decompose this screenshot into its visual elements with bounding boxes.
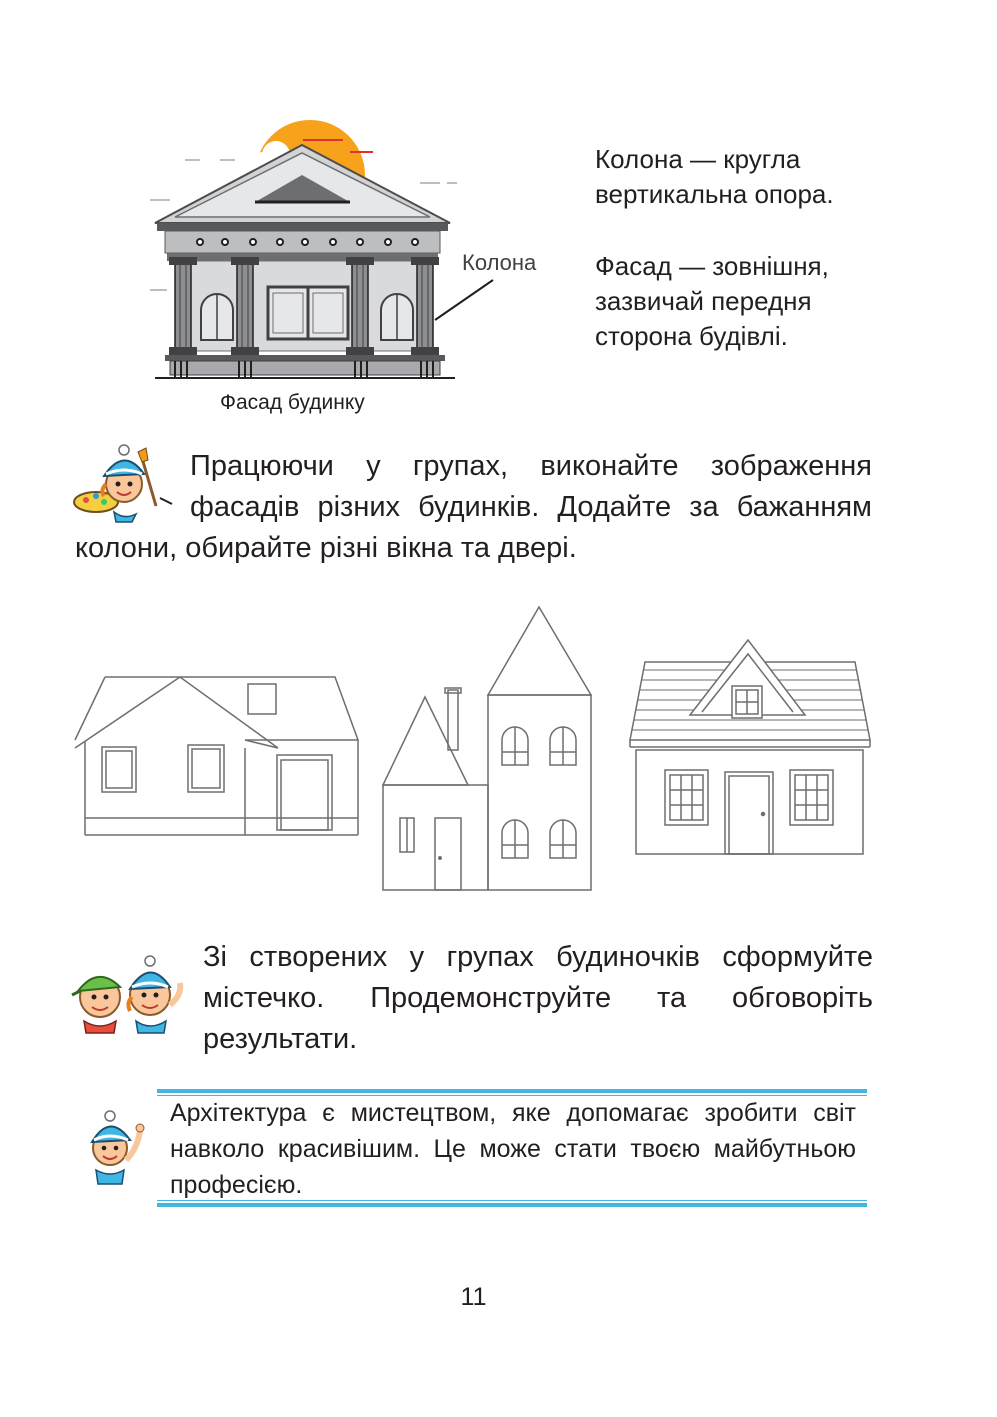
info-box-top-rule (157, 1089, 867, 1093)
house-1-drawing (75, 677, 358, 835)
definition-facade: Фасад — зовнішня, зазвичай передня сторона будівлі. (595, 251, 829, 351)
house-outlines (70, 600, 880, 895)
page-number: 11 (460, 1283, 487, 1311)
pointing-kid-icon (80, 1108, 150, 1186)
task2-text: Зі створених у групах будиночків сформуйте містечко. Продемонструйте та обговоріть результати. (203, 941, 873, 1055)
task1-text (75, 446, 872, 569)
task1-icon-space (75, 446, 190, 528)
definition-column: Колона — кругла вертикальна опора. (595, 144, 834, 209)
house-3-drawing (630, 640, 870, 854)
info-box-bottom-rule-thin (157, 1200, 867, 1201)
two-kids-icon (70, 955, 190, 1035)
info-box-bottom-rule (157, 1203, 867, 1207)
illustration-caption: Фасад будинку (220, 391, 365, 414)
info-box-text: Архітектура є мистецтвом, яке допомагає зробити світ навколо красивішим. Це може стати твоєю майбутньою професією. (170, 1099, 856, 1199)
column-label: Колона (462, 250, 537, 275)
task1-text-content: Працюючи у групах, виконайте зображення фасадів різних будинків. Додайте за бажанням колони, обирайте різні вікна та двері. (75, 450, 872, 564)
house-2-drawing (383, 607, 591, 890)
